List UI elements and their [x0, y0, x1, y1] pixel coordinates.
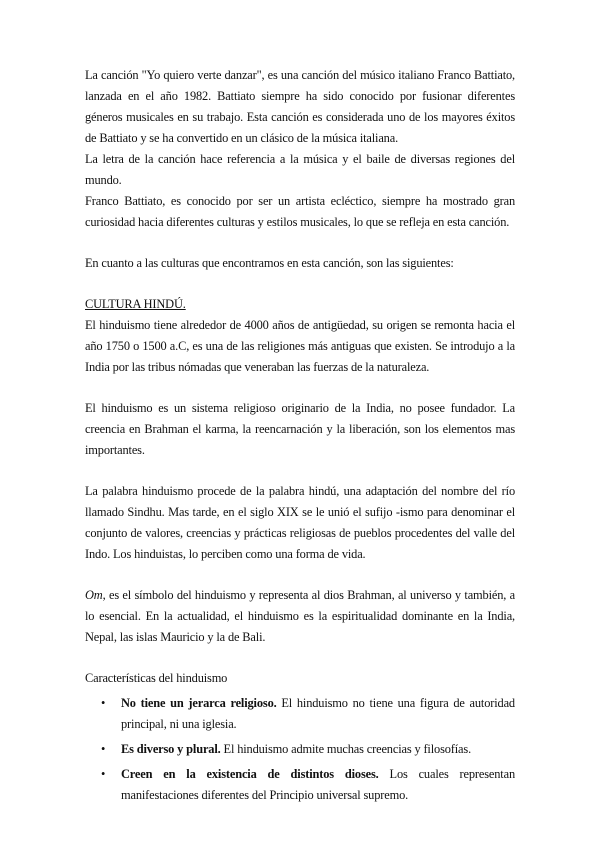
list-item-bold: Es diverso y plural. — [121, 742, 221, 756]
section-heading: CULTURA HINDÚ. — [85, 297, 186, 311]
spacer — [85, 378, 515, 398]
spacer — [85, 648, 515, 668]
characteristics-list — [85, 693, 515, 806]
list-item-text: El hinduismo admite muchas creencias y filosofías. — [220, 742, 472, 756]
intro-paragraph-4: En cuanto a las culturas que encontramos en esta canción, son las siguientes: — [85, 256, 454, 270]
list-item-bold: Creen en la existencia de distintos dioses. — [121, 767, 379, 781]
spacer — [85, 565, 515, 585]
spacer — [85, 461, 515, 481]
list-item — [101, 693, 515, 735]
list-item-text: El hinduismo no tiene una figura de autoridad principal, ni una iglesia. — [121, 696, 515, 731]
spacer — [85, 233, 515, 253]
intro-paragraph-2: La letra de la canción hace referencia a la música y el baile de diversas regiones del mundo. — [85, 152, 515, 187]
bullet-icon: • — [101, 767, 106, 781]
section-paragraph-4 — [85, 585, 515, 648]
intro-paragraph-1: La canción "Yo quiero verte danzar", es una canción del músico italiano Franco Battiato, lanzada en el año 1982. Battiato siempre ha sido conocido por fusionar diferentes géneros musicales en su trabajo. Esta canción es considerada uno de los mayores éxitos de Battiato y se ha convertido en un clásico de la música italiana. — [85, 68, 515, 145]
bullet-icon: • — [101, 742, 106, 756]
om-word: Om, — [85, 588, 106, 602]
list-item — [101, 764, 515, 806]
bullet-icon: • — [101, 696, 106, 710]
intro-paragraph-3: Franco Battiato, es conocido por ser un artista ecléctico, siempre ha mostrado gran curiosidad hacia diferentes culturas y estilos musicales, lo que se refleja en esta canción. — [85, 194, 515, 229]
section-paragraph-2: El hinduismo es un sistema religioso originario de la India, no posee fundador. La creencia en Brahman el karma, la reencarnación y la liberación, son los elementos mas importantes. — [85, 401, 515, 457]
document-body — [85, 65, 515, 810]
list-item-bold: No tiene un jerarca religioso. — [121, 696, 277, 710]
characteristics-title: Características del hinduismo — [85, 671, 228, 685]
section-paragraph-1: El hinduismo tiene alrededor de 4000 años de antigüedad, su origen se remonta hacia el año 1750 o 1500 a.C, es una de las religiones más antiguas que existen. Se introdujo a la India por las tribus nómadas que veneraban las fuerzas de la naturaleza. — [85, 318, 515, 374]
section-paragraph-3: La palabra hinduismo procede de la palabra hindú, una adaptación del nombre del río llamado Sindhu. Mas tarde, en el siglo XIX se le unió el sufijo -ismo para denominar el conjunto de valores, creencias y prácticas religiosas de pueblos procedentes del valle del Indo. Los hinduistas, lo perciben como una forma de vida. — [85, 484, 515, 561]
spacer — [85, 274, 515, 294]
list-item-text: Los cuales representan manifestaciones diferentes del Principio universal supremo. — [121, 767, 515, 802]
om-description: es el símbolo del hinduismo y representa al dios Brahman, al universo y también, a lo esencial. En la actualidad, el hinduismo es la espiritualidad dominante en la India, Nepal, las islas Mauricio y la de Bali. — [85, 588, 515, 644]
list-item — [101, 739, 515, 760]
